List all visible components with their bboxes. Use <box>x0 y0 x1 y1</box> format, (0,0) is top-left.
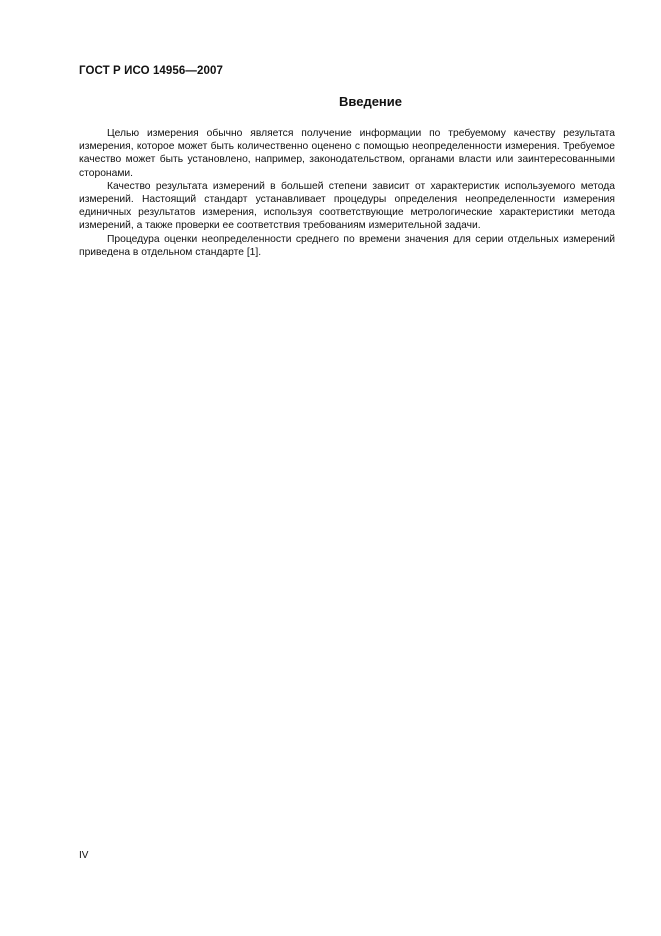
paragraph-purpose: Целью измерения обычно является получение информации по требуемому качеству результата измерения, которое может быть количественно оценено с помощью неопределенности измерения. Требуемое качество может быть установлено, например, законодательством, органами власти или заинтересованными сторонами. <box>79 128 615 179</box>
page-number: IV <box>79 850 89 861</box>
paragraph-scope: Качество результата измерений в большей степени зависит от характеристик используемого метода измерений. Настоящий стандарт устанавливает процедуры определения неопределенности измерения единичных результатов измерения, используя соответствующие метрологические характеристики метода измерений, а также проверки ее соответствия требованиям измерительной задачи. <box>79 180 615 232</box>
section-body <box>79 127 615 259</box>
section-title: Введение <box>339 94 402 109</box>
document-header-standard-id: ГОСТ Р ИСО 14956—2007 <box>79 65 224 77</box>
paragraph-reference: Процедура оценки неопределенности среднего по времени значения для серии отдельных измерений приведена в отдельном стандарте [1]. <box>79 233 615 258</box>
